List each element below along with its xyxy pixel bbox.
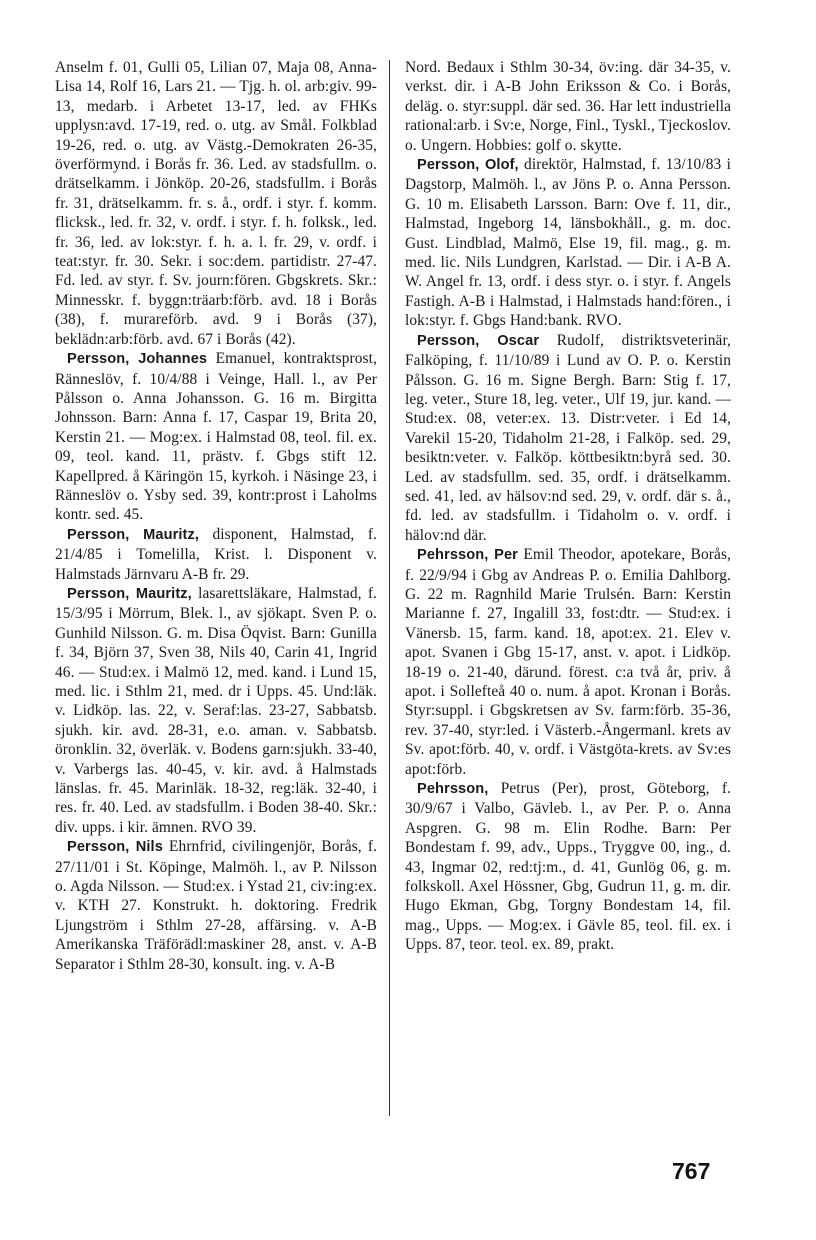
page-number: 767 bbox=[672, 1158, 711, 1184]
entry-text: Ehrnfrid, civilingenjör, Borås, f. 27/11/01 i St. Köpinge, Malmöh. l., av P. Nilsson o. Agda Nilsson. — Stud:ex. i Ystad 21, civ:ing:ex. v. KTH 27. Konstrukt. h. doktoring. Fredrik Ljungström i Sthlm 27-28, affärsing. v. A-B Amerikanska Träförädl:maskiner 28, anst. v. A-B Separator i Sthlm 28-30, konsult. ing. v. A-B bbox=[55, 838, 378, 973]
entry-continuation-right bbox=[405, 58, 731, 155]
entry-name: Persson, Johannes bbox=[67, 351, 208, 368]
entry-name: Persson, Olof, bbox=[417, 157, 519, 174]
entry-name: Pehrsson, Per bbox=[417, 547, 518, 564]
entry-text: Emanuel, kontraktsprost, Ränneslöv, f. 10/4/88 i Veinge, Hall. l., av Per Pålsson o. Anna Johansson. G. 16 m. Birgitta Johnsson. Barn: Anna f. 17, Caspar 19, Brita 20, Kerstin 21. — Mog:ex. i Halmstad 08, teol. fil. ex. 09, teol. kand. 11, prästv. f. Gbgs stift 12. Kapellpred. å Käringön 15, kyrkoh. i Näsinge 23, i Ränneslöv o. Ysby sed. 39, kontr:prost i Laholms kontr. sed. 45. bbox=[55, 350, 377, 524]
entry-persson-mauritz-lasarettslakare bbox=[55, 584, 377, 837]
entry-persson-olof bbox=[405, 155, 731, 331]
entry-name: Persson, Nils bbox=[67, 839, 163, 856]
entry-text: Rudolf, distriktsveterinär, Falköping, f. 11/10/89 i Lund av O. P. o. Kerstin Pålsson. G. 16 m. Signe Bergh. Barn: Stig f. 17, leg. veter., Sture 18, leg. veter., Ulf 19, jur. kand. — Stud:ex. 08, veter:ex. 13. Distr:veter. i Ed 14, Varekil 15-20, Tidaholm 21-28, i Falköp. sed. 29, besiktn:veter. v. Falköp. köttbesiktn:byrå sed. 30. Led. av stadsfullm. sed. 35, ordf. i drätselkamm. sed. 41, led. av hälsov:nd sed. 29, v. ordf. där s. å., fd. led. av stadsfullm. i Tidaholm o. v. ordf. i hälov:nd där. bbox=[405, 331, 731, 544]
entry-persson-oscar bbox=[405, 331, 731, 545]
entry-persson-johannes bbox=[55, 349, 377, 525]
entry-text: Nord. Bedaux i Sthlm 30-34, öv:ing. där 34-35, v. verkst. dir. i A-B John Eriksson & Co. i Borås, deläg. o. styr:suppl. där sed. 36. Har lett industriella rational:arb. i Sv:e, Norge, Finl., Tyskl., Tjeckoslov. o. Ungern. Hobbies: golf o. skytte. bbox=[405, 59, 731, 154]
entry-name: Persson, Mauritz, bbox=[67, 585, 192, 602]
entry-pehrsson-per-emil bbox=[405, 545, 731, 779]
entry-continuation-left bbox=[55, 58, 377, 349]
column-divider bbox=[389, 60, 390, 1116]
entry-name: Persson, Oscar bbox=[417, 332, 540, 349]
entry-persson-nils bbox=[55, 837, 377, 974]
entry-name: Persson, Mauritz, bbox=[67, 526, 200, 543]
entry-text: Anselm f. 01, Gulli 05, Lilian 07, Maja 08, Anna-Lisa 14, Rolf 16, Lars 21. — Tjg. h. ol. arb:giv. 99-13, medarb. i Arbetet 13-17, led. av FHKs upplysn:avd. 17-19, red. o. utg. av Smål. Folkblad 19-26, red. o. utg. av Västg.-Demokraten 26-35, överförmynd. i Borås fr. 36. Led. av stadsfullm. o. drätselkamm. i Jönköp. 20-26, stadsfullm. i Borås fr. 31, drätselkamm. fr. s. å., ordf. i styr. f. komm. flicksk., led. fr. 32, v. ordf. i styr. f. h. folksk., led. fr. 36, led. av lok:styr. f. h. a. l. fr. 29, v. ordf. i teat:styr. fr. 30. Sekr. i soc:dem. partidistr. 27-47. Fd. led. av styr. f. Sv. journ:fören. Gbgskrets. Skr.: Minnesskr. f. byggn:träarb:förb. avd. 18 i Borås (38), f. murareförb. avd. 9 i Borås (37), beklädn:arb:förb. avd. 67 i Borås (42). bbox=[55, 59, 377, 348]
entry-name: Pehrsson, bbox=[417, 781, 489, 798]
right-column bbox=[405, 58, 731, 955]
entry-text: disponent, Halmstad, f. 21/4/85 i Tomelilla, Krist. l. Disponent v. Halmstads Järnvaru A-B fr. 29. bbox=[55, 525, 377, 583]
entry-pehrsson-petrus bbox=[405, 779, 731, 955]
entry-text: lasarettsläkare, Halmstad, f. 15/3/95 i Mörrum, Blek. l., av sjökapt. Sven P. o. Gunhild Nilsson. G. m. Disa Öqvist. Barn: Gunilla f. 34, Björn 37, Sven 38, Nils 40, Carin 41, Ingrid 46. — Stud:ex. i Malmö 12, med. kand. i Lund 15, med. lic. i Sthlm 21, med. dr i Upps. 45. Und:läk. v. Lidköp. las. 22, v. Seraf:las. 23-27, Sabbatsb. sjukh. kir. avd. 28-31, e.o. aman. v. Sabbatsb. öronklin. 32, överläk. v. Bodens garn:sjukh. 33-40, v. Varbergs las. 40-45, v. kir. avd. å Halmstads länslas. fr. 45. Marinläk. 18-32, reg:läk. 32-40, i res. fr. 40. Led. av stadsfullm. i Boden 38-40. Skr.: div. upps. i kir. ämnen. RVO 39. bbox=[55, 584, 377, 836]
entry-text: direktör, Halmstad, f. 13/10/83 i Dagstorp, Malmöh. l., av Jöns P. o. Anna Persson. G. 10 m. Elisabeth Larsson. Barn: Ove f. 11, dir., Halmstad, Ingeborg 14, länsbokhåll., g. m. doc. Gust. Lindblad, Malmö, Else 19, fil. mag., g. m. med. lic. Nils Lundgren, Karlstad. — Dir. i A-B A. W. Angel fr. 13, ordf. i dess styr. o. i styr. f. Angels Fastigh. A-B i Halmstad, i Halmstads hand:fören., i lok:styr. f. Gbgs Hand:bank. RVO. bbox=[405, 156, 731, 330]
entry-text: Emil Theodor, apotekare, Borås, f. 22/9/94 i Gbg av Andreas P. o. Emilia Dahlborg. G. 22 m. Ragnhild Marie Trulsén. Barn: Kerstin Marianne f. 27, Ingalill 33, fost:dtr. — Stud:ex. i Vänersb. 15, farm. kand. 18, apot:ex. 21. Elev v. apot. Svanen i Gbg 15-17, anst. v. apot. i Lidköp. 18-19 o. 21-40, därund. förest. c:a två år, priv. å apot. i Sollefteå 40 o. num. å apot. Kronan i Borås. Styr:suppl. i Gbgskretsen av Sv. farm:förb. 35-36, rev. 37-40, styr:led. i Västerb.-Ångermanl. krets av Sv. apot:förb. 40, v. ordf. i Västgöta-krets. av Sv:es apot:förb. bbox=[405, 546, 731, 778]
entry-persson-mauritz-disponent bbox=[55, 525, 377, 584]
entry-text: Petrus (Per), prost, Göteborg, f. 30/9/67 i Valbo, Gävleb. l., av Per. P. o. Anna Aspgren. G. 98 m. Elin Rodhe. Barn: Per Bondestam f. 99, adv., Upps., Tryggve 00, ing., d. 43, Ingmar 02, red:tj:m., d. 41, Gunlög 06, g. m. folkskoll. Axel Hössner, Gbg, Gudrun 11, g. m. dir. Hugo Ekman, Gbg, Torgny Bondestam 14, fil. mag., Upps. — Mog:ex. i Gävle 85, teol. fil. ex. i Upps. 87, teor. teol. ex. 89, prakt. bbox=[405, 780, 731, 954]
left-column bbox=[55, 58, 377, 974]
